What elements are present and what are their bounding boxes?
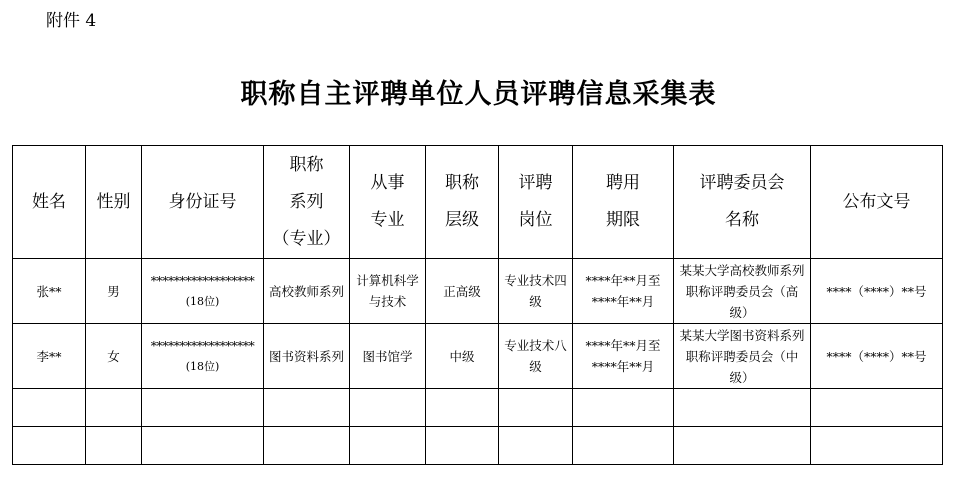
empty-cell[interactable] xyxy=(264,427,350,465)
empty-cell[interactable] xyxy=(142,427,264,465)
header-doc-number: 公布文号 xyxy=(811,146,943,259)
header-committee xyxy=(674,146,811,259)
cell-name: 李** xyxy=(13,324,86,389)
cell-committee: 某某大学图书资料系列职称评聘委员会（中级） xyxy=(674,324,811,389)
header-term-line1: 聘用 xyxy=(606,173,640,193)
cell-level: 中级 xyxy=(426,324,499,389)
empty-cell[interactable] xyxy=(573,427,674,465)
empty-cell[interactable] xyxy=(350,389,426,427)
cell-level: 正高级 xyxy=(426,259,499,324)
empty-cell[interactable] xyxy=(573,389,674,427)
header-post-line2: 岗位 xyxy=(518,210,553,230)
header-series xyxy=(264,146,350,259)
empty-cell[interactable] xyxy=(426,427,499,465)
header-level-line1: 职称 xyxy=(445,173,479,193)
header-gender: 性别 xyxy=(86,146,142,259)
cell-id-number xyxy=(142,324,264,389)
table-row xyxy=(13,259,943,324)
empty-cell[interactable] xyxy=(86,427,142,465)
empty-cell[interactable] xyxy=(13,427,86,465)
cell-major: 计算机科学与技术 xyxy=(350,259,426,324)
empty-cell[interactable] xyxy=(674,389,811,427)
empty-cell[interactable] xyxy=(350,427,426,465)
header-post xyxy=(499,146,573,259)
empty-table-row xyxy=(13,389,943,427)
cell-gender: 男 xyxy=(86,259,142,324)
empty-cell[interactable] xyxy=(499,389,573,427)
cell-series: 图书资料系列 xyxy=(264,324,350,389)
id-number-masked: ****************** xyxy=(150,273,255,288)
header-series-line3: （专业） xyxy=(272,228,341,249)
header-series-line1: 职称 xyxy=(289,154,324,175)
cell-term: ****年**月至****年**月 xyxy=(573,259,674,324)
cell-term: ****年**月至****年**月 xyxy=(573,324,674,389)
id-number-digits: (18位) xyxy=(185,295,220,308)
empty-cell[interactable] xyxy=(499,427,573,465)
empty-cell[interactable] xyxy=(811,427,943,465)
page-title: 职称自主评聘单位人员评聘信息采集表 xyxy=(240,79,717,110)
header-major-line1: 从事 xyxy=(370,173,405,193)
cell-doc-number: ****（****）**号 xyxy=(811,324,943,389)
header-level-line2: 层级 xyxy=(445,210,479,230)
empty-table-row xyxy=(13,427,943,465)
header-major-line2: 专业 xyxy=(370,210,405,230)
cell-post: 专业技术四级 xyxy=(499,259,573,324)
cell-id-number xyxy=(142,259,264,324)
header-name: 姓名 xyxy=(13,146,86,259)
table-header-row xyxy=(13,146,943,259)
header-committee-line1: 评聘委员会 xyxy=(699,173,785,193)
header-id-number: 身份证号 xyxy=(142,146,264,259)
cell-post: 专业技术八级 xyxy=(499,324,573,389)
cell-gender: 女 xyxy=(86,324,142,389)
header-term xyxy=(573,146,674,259)
header-post-line1: 评聘 xyxy=(518,173,553,193)
info-collection-table xyxy=(12,145,943,465)
empty-cell[interactable] xyxy=(13,389,86,427)
header-level xyxy=(426,146,499,259)
id-number-digits: (18位) xyxy=(185,360,220,373)
header-committee-line2: 名称 xyxy=(725,210,759,230)
empty-cell[interactable] xyxy=(674,427,811,465)
cell-committee: 某某大学高校教师系列职称评聘委员会（高级） xyxy=(674,259,811,324)
empty-cell[interactable] xyxy=(426,389,499,427)
empty-cell[interactable] xyxy=(86,389,142,427)
attachment-label: 附件 4 xyxy=(46,11,97,31)
cell-doc-number: ****（****）**号 xyxy=(811,259,943,324)
header-series-line2: 系列 xyxy=(289,191,324,212)
id-number-masked: ****************** xyxy=(150,338,255,353)
empty-cell[interactable] xyxy=(264,389,350,427)
header-term-line2: 期限 xyxy=(606,210,640,230)
cell-major: 图书馆学 xyxy=(350,324,426,389)
header-major xyxy=(350,146,426,259)
cell-series: 高校教师系列 xyxy=(264,259,350,324)
empty-cell[interactable] xyxy=(811,389,943,427)
empty-cell[interactable] xyxy=(142,389,264,427)
table-row xyxy=(13,324,943,389)
cell-name: 张** xyxy=(13,259,86,324)
